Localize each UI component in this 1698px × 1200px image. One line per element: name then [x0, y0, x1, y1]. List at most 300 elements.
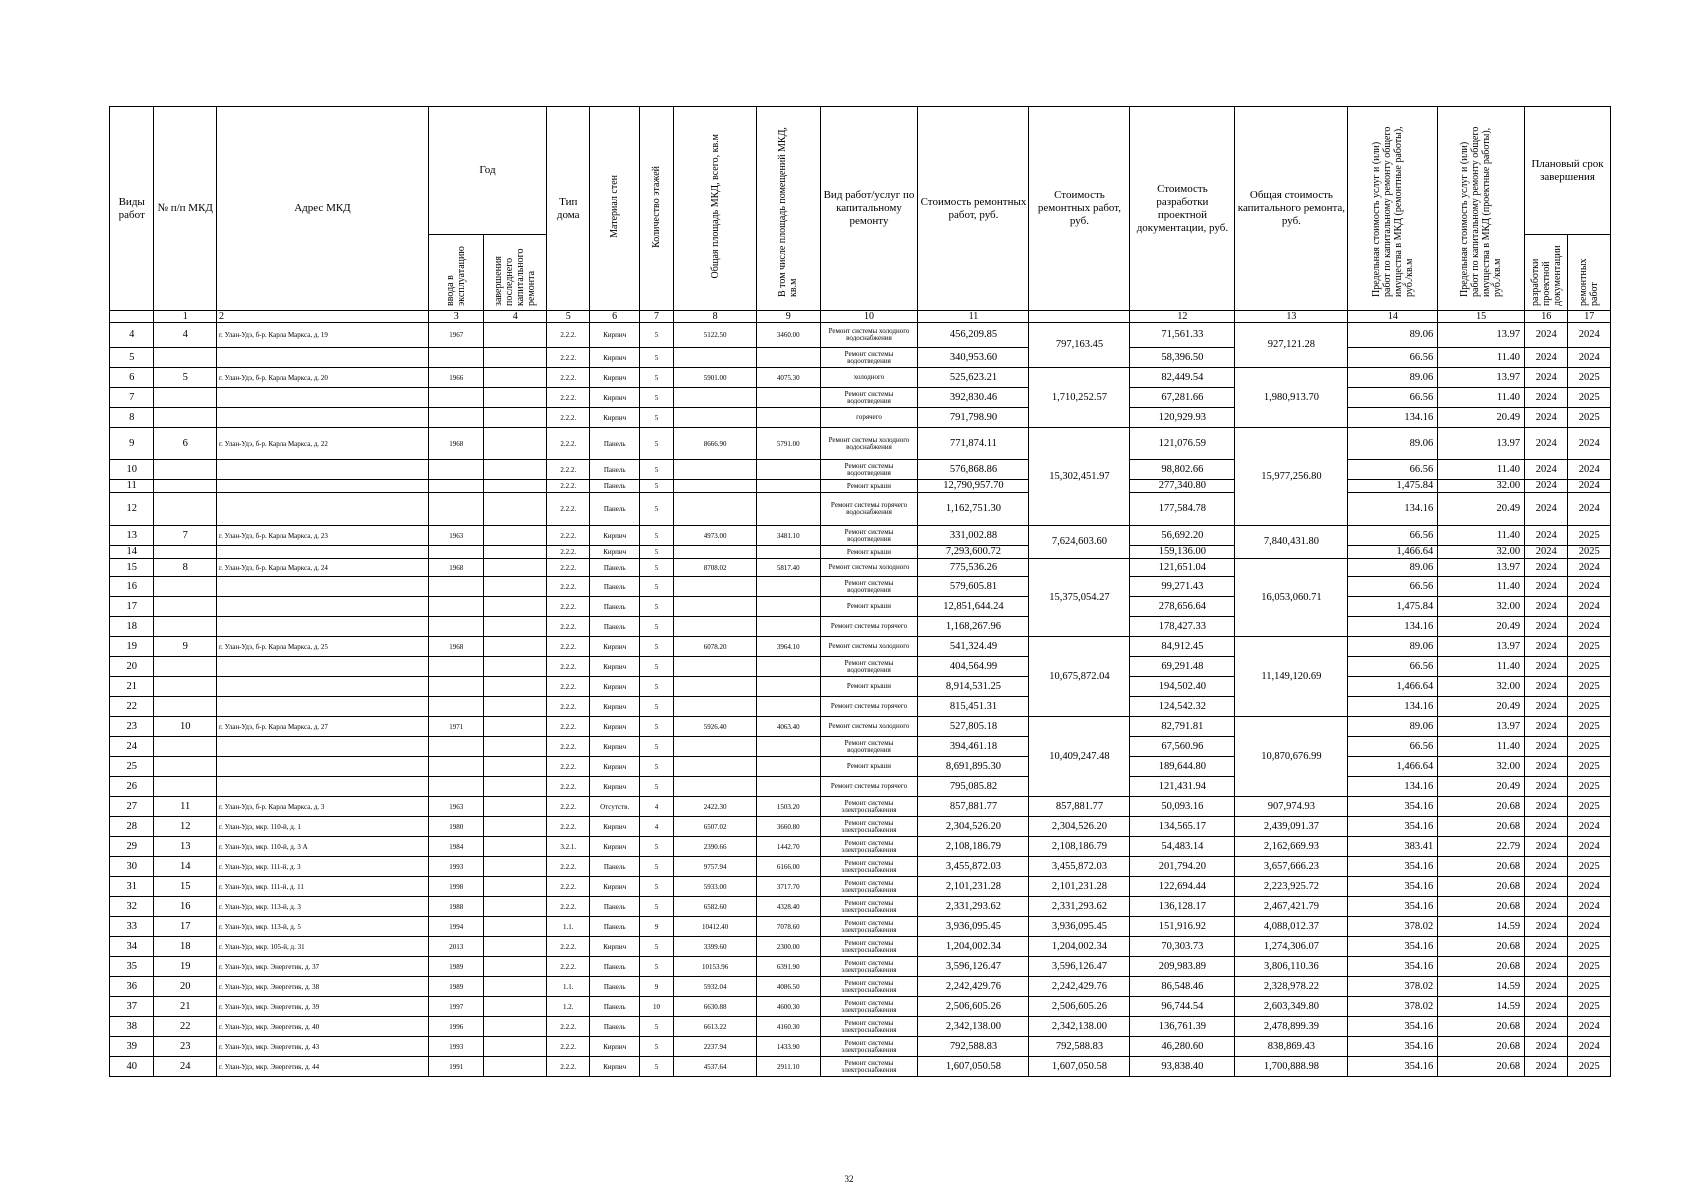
cell-address: г. Улан-Удэ, мкр. 105-й, д. 31 — [216, 937, 428, 957]
cell-area-premises — [756, 388, 820, 408]
cell-house-type: 2.2.2. — [547, 817, 590, 837]
cell-year-commission: 1967 — [428, 323, 484, 348]
cell-area-premises: 4075.30 — [756, 368, 820, 388]
cell-house-type: 2.2.2. — [547, 857, 590, 877]
column-number-cell: 11 — [918, 311, 1029, 323]
cell-limit-design: 11.40 — [1438, 388, 1525, 408]
cell-repair-cost: 775,536.26 — [918, 559, 1029, 577]
cell-year-commission — [428, 657, 484, 677]
cell-wall-material: Панель — [590, 957, 639, 977]
cell-year-commission — [428, 777, 484, 797]
cell-address: г. Улан-Удэ, мкр. 113-й, д. 3 — [216, 897, 428, 917]
column-number-cell: 7 — [639, 311, 673, 323]
cell-design-cost: 178,427.33 — [1130, 617, 1235, 637]
cell-area-premises — [756, 493, 820, 526]
cell-vid: 19 — [110, 637, 154, 657]
table-row — [110, 757, 1611, 777]
header-srok: Плановый срок завершения — [1525, 107, 1611, 235]
cell-vid: 28 — [110, 817, 154, 837]
cell-wall-material: Кирпич — [590, 717, 639, 737]
cell-wall-material: Кирпич — [590, 408, 639, 428]
cell-work-type: Ремонт системы холодного — [820, 559, 918, 577]
cell-np: 5 — [154, 368, 217, 388]
cell-house-type: 2.2.2. — [547, 428, 590, 460]
cell-total-cost: 2,439,091.37 — [1235, 817, 1348, 837]
cell-year-last-repair — [484, 617, 547, 637]
cell-address — [216, 617, 428, 637]
cell-year-commission: 1984 — [428, 837, 484, 857]
cell-work-type: Ремонт системы горячего — [820, 697, 918, 717]
table-row — [110, 428, 1611, 460]
cell-address: г. Улан-Удэ, б-р. Карла Маркса, д. 22 — [216, 428, 428, 460]
cell-repair-cost: 576,868.86 — [918, 460, 1029, 480]
cell-total-area: 4973.00 — [674, 526, 757, 546]
cell-vid: 31 — [110, 877, 154, 897]
cell-address: г. Улан-Удэ, мкр. 111-й, д. 3 — [216, 857, 428, 877]
cell-np: 15 — [154, 877, 217, 897]
table-row — [110, 368, 1611, 388]
cell-term-design: 2024 — [1525, 857, 1568, 877]
cell-total-area — [674, 697, 757, 717]
cell-repair-cost: 1,607,050.58 — [918, 1057, 1029, 1077]
cell-term-repair: 2025 — [1568, 757, 1611, 777]
cell-limit-design: 20.49 — [1438, 697, 1525, 717]
header-god: Год — [428, 107, 546, 235]
cell-floors: 5 — [639, 897, 673, 917]
cell-house-type: 2.2.2. — [547, 717, 590, 737]
cell-term-repair: 2025 — [1568, 657, 1611, 677]
cell-area-premises — [756, 348, 820, 368]
cell-year-commission — [428, 408, 484, 428]
cell-floors: 9 — [639, 917, 673, 937]
cell-floors: 5 — [639, 526, 673, 546]
cell-total-area: 10412.40 — [674, 917, 757, 937]
cell-repair-cost: 456,209.85 — [918, 323, 1029, 348]
cell-house-type: 2.2.2. — [547, 657, 590, 677]
cell-limit-design: 20.68 — [1438, 957, 1525, 977]
cell-work-type: Ремонт системы электроснабжения — [820, 997, 918, 1017]
cell-address — [216, 577, 428, 597]
cell-total-area: 5932.04 — [674, 977, 757, 997]
cell-area-premises: 6391.90 — [756, 957, 820, 977]
cell-design-cost: 159,136.00 — [1130, 546, 1235, 559]
table-row — [110, 1057, 1611, 1077]
cell-total-cost: 7,840,431.80 — [1235, 526, 1348, 559]
capital-repair-table — [109, 106, 1611, 1077]
cell-wall-material: Панель — [590, 617, 639, 637]
cell-limit-repair: 1,475.84 — [1348, 480, 1438, 493]
cell-wall-material: Кирпич — [590, 637, 639, 657]
cell-vid: 5 — [110, 348, 154, 368]
header-cost-total: Стоимость ремонтных работ, руб. — [1029, 107, 1130, 311]
cell-repair-cost: 2,506,605.26 — [918, 997, 1029, 1017]
cell-total-cost: 1,700,888.98 — [1235, 1057, 1348, 1077]
cell-total-area — [674, 737, 757, 757]
table-row — [110, 597, 1611, 617]
cell-address: г. Улан-Удэ, мкр. Энергетик, д. 43 — [216, 1037, 428, 1057]
cell-repair-cost: 331,002.88 — [918, 526, 1029, 546]
cell-repair-cost-total: 2,242,429.76 — [1029, 977, 1130, 997]
cell-year-last-repair — [484, 428, 547, 460]
cell-limit-repair: 66.56 — [1348, 388, 1438, 408]
cell-address: г. Улан-Удэ, мкр. Энергетик, д. 37 — [216, 957, 428, 977]
cell-area-premises: 5791.00 — [756, 428, 820, 460]
cell-limit-repair: 89.06 — [1348, 368, 1438, 388]
cell-repair-cost: 2,304,526.20 — [918, 817, 1029, 837]
cell-vid: 10 — [110, 460, 154, 480]
cell-repair-cost: 8,914,531.25 — [918, 677, 1029, 697]
table-row — [110, 657, 1611, 677]
cell-address: г. Улан-Удэ, б-р. Карла Маркса, д. 20 — [216, 368, 428, 388]
cell-design-cost: 86,548.46 — [1130, 977, 1235, 997]
cell-limit-repair: 134.16 — [1348, 697, 1438, 717]
cell-year-commission: 1989 — [428, 977, 484, 997]
cell-repair-cost: 815,451.31 — [918, 697, 1029, 717]
cell-term-repair: 2024 — [1568, 348, 1611, 368]
cell-year-last-repair — [484, 817, 547, 837]
cell-year-commission — [428, 460, 484, 480]
cell-year-last-repair — [484, 559, 547, 577]
cell-total-cost: 838,869.43 — [1235, 1037, 1348, 1057]
cell-repair-cost: 541,324.49 — [918, 637, 1029, 657]
header-area-res — [756, 107, 820, 311]
cell-repair-cost: 12,851,644.24 — [918, 597, 1029, 617]
cell-term-design: 2024 — [1525, 597, 1568, 617]
cell-total-area: 2390.66 — [674, 837, 757, 857]
cell-area-premises: 2300.00 — [756, 937, 820, 957]
cell-total-area — [674, 388, 757, 408]
cell-total-cost: 2,223,925.72 — [1235, 877, 1348, 897]
cell-repair-cost-total: 15,375,054.27 — [1029, 559, 1130, 637]
cell-term-repair: 2025 — [1568, 997, 1611, 1017]
cell-year-commission — [428, 493, 484, 526]
cell-term-design: 2024 — [1525, 546, 1568, 559]
cell-vid: 9 — [110, 428, 154, 460]
cell-limit-repair: 354.16 — [1348, 817, 1438, 837]
cell-area-premises — [756, 697, 820, 717]
header-tip: Тип дома — [547, 107, 590, 311]
cell-wall-material: Кирпич — [590, 697, 639, 717]
table-row — [110, 323, 1611, 348]
cell-repair-cost-total: 797,163.45 — [1029, 323, 1130, 368]
cell-repair-cost: 3,936,095.45 — [918, 917, 1029, 937]
cell-address: г. Улан-Удэ, б-р. Карла Маркса, д. 25 — [216, 637, 428, 657]
cell-repair-cost-total: 1,710,252.57 — [1029, 368, 1130, 428]
cell-repair-cost-total: 2,342,138.00 — [1029, 1017, 1130, 1037]
cell-np: 20 — [154, 977, 217, 997]
cell-year-last-repair — [484, 897, 547, 917]
cell-limit-repair: 1,466.64 — [1348, 757, 1438, 777]
cell-term-design: 2024 — [1525, 997, 1568, 1017]
cell-total-cost: 10,870,676.99 — [1235, 717, 1348, 797]
cell-total-area — [674, 777, 757, 797]
document-table-container — [109, 106, 1611, 1077]
table-row — [110, 937, 1611, 957]
cell-area-premises: 1503.20 — [756, 797, 820, 817]
cell-year-last-repair — [484, 677, 547, 697]
cell-limit-repair: 354.16 — [1348, 1057, 1438, 1077]
cell-repair-cost-total: 2,304,526.20 — [1029, 817, 1130, 837]
column-number-cell: 8 — [674, 311, 757, 323]
cell-house-type: 2.2.2. — [547, 460, 590, 480]
cell-repair-cost: 404,564.99 — [918, 657, 1029, 677]
cell-house-type: 2.2.2. — [547, 1017, 590, 1037]
cell-term-design: 2024 — [1525, 817, 1568, 837]
cell-year-commission — [428, 697, 484, 717]
cell-np — [154, 493, 217, 526]
cell-vid: 14 — [110, 546, 154, 559]
cell-limit-design: 20.49 — [1438, 493, 1525, 526]
header-vid-rabot: Вид работ/услуг по капитальному ремонту — [820, 107, 918, 311]
column-number-cell: 3 — [428, 311, 484, 323]
table-row — [110, 480, 1611, 493]
cell-term-repair: 2024 — [1568, 577, 1611, 597]
cell-design-cost: 136,761.39 — [1130, 1017, 1235, 1037]
cell-vid: 25 — [110, 757, 154, 777]
cell-vid: 36 — [110, 977, 154, 997]
cell-work-type: Ремонт системы электроснабжения — [820, 1017, 918, 1037]
cell-total-area: 2237.94 — [674, 1037, 757, 1057]
cell-work-type: Ремонт крыши — [820, 480, 918, 493]
cell-vid: 13 — [110, 526, 154, 546]
cell-work-type: Ремонт системы электроснабжения — [820, 877, 918, 897]
cell-wall-material: Панель — [590, 857, 639, 877]
cell-year-commission — [428, 617, 484, 637]
header-area-res-text: В том числе площадь помещений МКД, кв.м — [777, 126, 800, 297]
cell-limit-repair: 383.41 — [1348, 837, 1438, 857]
cell-design-cost: 56,692.20 — [1130, 526, 1235, 546]
cell-floors: 5 — [639, 757, 673, 777]
column-number-cell: 12 — [1130, 311, 1235, 323]
cell-np — [154, 697, 217, 717]
table-row — [110, 697, 1611, 717]
cell-design-cost: 277,340.80 — [1130, 480, 1235, 493]
cell-wall-material: Панель — [590, 997, 639, 1017]
table-row — [110, 737, 1611, 757]
cell-limit-design: 20.49 — [1438, 408, 1525, 428]
cell-total-cost: 16,053,060.71 — [1235, 559, 1348, 637]
cell-vid: 17 — [110, 597, 154, 617]
cell-np: 11 — [154, 797, 217, 817]
header-floors-text: Количество этажей — [651, 165, 663, 248]
cell-house-type: 2.2.2. — [547, 797, 590, 817]
cell-vid: 33 — [110, 917, 154, 937]
header-floors — [639, 107, 673, 311]
cell-term-repair: 2024 — [1568, 837, 1611, 857]
cell-wall-material: Кирпич — [590, 877, 639, 897]
cell-design-cost: 84,912.45 — [1130, 637, 1235, 657]
cell-repair-cost-total: 3,936,095.45 — [1029, 917, 1130, 937]
cell-house-type: 2.2.2. — [547, 559, 590, 577]
cell-repair-cost: 857,881.77 — [918, 797, 1029, 817]
cell-work-type: Ремонт системы электроснабжения — [820, 957, 918, 977]
cell-year-last-repair — [484, 717, 547, 737]
cell-total-cost: 927,121.28 — [1235, 323, 1348, 368]
cell-vid: 38 — [110, 1017, 154, 1037]
cell-design-cost: 189,644.80 — [1130, 757, 1235, 777]
cell-wall-material: Кирпич — [590, 757, 639, 777]
cell-year-commission — [428, 480, 484, 493]
cell-np — [154, 777, 217, 797]
cell-address: г. Улан-Удэ, б-р. Карла Маркса, д. 19 — [216, 323, 428, 348]
cell-term-design: 2024 — [1525, 937, 1568, 957]
cell-floors: 5 — [639, 460, 673, 480]
cell-np — [154, 737, 217, 757]
cell-design-cost: 121,651.04 — [1130, 559, 1235, 577]
header-vidy: Виды работ — [110, 107, 154, 311]
cell-term-repair: 2025 — [1568, 777, 1611, 797]
cell-work-type: Ремонт системы электроснабжения — [820, 1057, 918, 1077]
cell-year-commission — [428, 546, 484, 559]
cell-design-cost: 121,431.94 — [1130, 777, 1235, 797]
cell-repair-cost-total: 857,881.77 — [1029, 797, 1130, 817]
cell-limit-design: 13.97 — [1438, 368, 1525, 388]
cell-vid: 40 — [110, 1057, 154, 1077]
cell-address: г. Улан-Удэ, мкр. Энергетик, д. 44 — [216, 1057, 428, 1077]
cell-np: 7 — [154, 526, 217, 546]
cell-term-repair: 2024 — [1568, 597, 1611, 617]
cell-year-last-repair — [484, 388, 547, 408]
cell-repair-cost: 392,830.46 — [918, 388, 1029, 408]
cell-term-repair: 2024 — [1568, 323, 1611, 348]
cell-limit-design: 13.97 — [1438, 637, 1525, 657]
cell-term-repair: 2025 — [1568, 697, 1611, 717]
cell-floors: 5 — [639, 323, 673, 348]
cell-limit-repair: 354.16 — [1348, 877, 1438, 897]
table-row — [110, 797, 1611, 817]
cell-design-cost: 93,838.40 — [1130, 1057, 1235, 1077]
cell-floors: 5 — [639, 857, 673, 877]
cell-floors: 5 — [639, 1017, 673, 1037]
cell-year-last-repair — [484, 480, 547, 493]
cell-np: 10 — [154, 717, 217, 737]
cell-floors: 5 — [639, 493, 673, 526]
cell-address — [216, 777, 428, 797]
cell-limit-repair: 134.16 — [1348, 493, 1438, 526]
header-area-text: Общая площадь МКД, всего, кв.м — [709, 134, 721, 279]
cell-year-commission: 1988 — [428, 897, 484, 917]
cell-year-commission — [428, 597, 484, 617]
cell-work-type: Ремонт системы холодного водоснабжения — [820, 323, 918, 348]
cell-design-cost: 58,396.50 — [1130, 348, 1235, 368]
table-row — [110, 526, 1611, 546]
cell-floors: 4 — [639, 817, 673, 837]
cell-total-cost: 2,467,421.79 — [1235, 897, 1348, 917]
table-row — [110, 917, 1611, 937]
table-row — [110, 1017, 1611, 1037]
cell-house-type: 2.2.2. — [547, 957, 590, 977]
cell-design-cost: 96,744.54 — [1130, 997, 1235, 1017]
cell-vid: 15 — [110, 559, 154, 577]
cell-np — [154, 677, 217, 697]
cell-repair-cost: 579,605.81 — [918, 577, 1029, 597]
cell-limit-design: 11.40 — [1438, 526, 1525, 546]
cell-total-area: 2422.30 — [674, 797, 757, 817]
cell-year-commission: 2013 — [428, 937, 484, 957]
column-number-cell: 2 — [216, 311, 428, 323]
cell-vid: 32 — [110, 897, 154, 917]
cell-area-premises — [756, 408, 820, 428]
cell-work-type: холодного — [820, 368, 918, 388]
cell-design-cost: 82,791.81 — [1130, 717, 1235, 737]
cell-limit-design: 20.68 — [1438, 857, 1525, 877]
cell-design-cost: 136,128.17 — [1130, 897, 1235, 917]
cell-total-area: 10153.96 — [674, 957, 757, 977]
cell-design-cost: 71,561.33 — [1130, 323, 1235, 348]
cell-house-type: 1.2. — [547, 997, 590, 1017]
table-row — [110, 493, 1611, 526]
cell-total-area: 6582.60 — [674, 897, 757, 917]
cell-total-cost: 1,980,913.70 — [1235, 368, 1348, 428]
cell-repair-cost-total: 2,108,186.79 — [1029, 837, 1130, 857]
cell-repair-cost: 394,461.18 — [918, 737, 1029, 757]
cell-limit-design: 11.40 — [1438, 577, 1525, 597]
cell-wall-material: Панель — [590, 480, 639, 493]
cell-np: 23 — [154, 1037, 217, 1057]
cell-area-premises: 6166.00 — [756, 857, 820, 877]
cell-repair-cost: 3,596,126.47 — [918, 957, 1029, 977]
cell-area-premises: 3660.80 — [756, 817, 820, 837]
cell-work-type: Ремонт системы холодного водоснабжения — [820, 428, 918, 460]
cell-total-area: 8666.90 — [674, 428, 757, 460]
cell-floors: 5 — [639, 877, 673, 897]
cell-term-design: 2024 — [1525, 1037, 1568, 1057]
cell-area-premises — [756, 546, 820, 559]
cell-limit-repair: 66.56 — [1348, 460, 1438, 480]
cell-year-last-repair — [484, 493, 547, 526]
cell-term-repair: 2025 — [1568, 1057, 1611, 1077]
cell-repair-cost: 1,168,267.96 — [918, 617, 1029, 637]
cell-year-last-repair — [484, 597, 547, 617]
cell-np: 14 — [154, 857, 217, 877]
cell-limit-repair: 354.16 — [1348, 897, 1438, 917]
cell-total-cost: 15,977,256.80 — [1235, 428, 1348, 526]
cell-np — [154, 597, 217, 617]
cell-wall-material: Отсутств. — [590, 797, 639, 817]
cell-area-premises — [756, 460, 820, 480]
cell-limit-repair: 89.06 — [1348, 428, 1438, 460]
cell-np: 19 — [154, 957, 217, 977]
cell-year-commission — [428, 677, 484, 697]
cell-repair-cost: 12,790,957.70 — [918, 480, 1029, 493]
cell-year-commission: 1968 — [428, 428, 484, 460]
cell-repair-cost: 1,162,751.30 — [918, 493, 1029, 526]
cell-address — [216, 697, 428, 717]
cell-limit-repair: 354.16 — [1348, 957, 1438, 977]
cell-total-cost: 1,274,306.07 — [1235, 937, 1348, 957]
cell-total-area: 6630.88 — [674, 997, 757, 1017]
table-row — [110, 348, 1611, 368]
cell-total-area: 6507.02 — [674, 817, 757, 837]
cell-term-repair: 2025 — [1568, 526, 1611, 546]
cell-work-type: Ремонт системы водоотведения — [820, 657, 918, 677]
cell-total-area — [674, 617, 757, 637]
cell-floors: 5 — [639, 937, 673, 957]
cell-work-type: Ремонт системы водоотведения — [820, 737, 918, 757]
cell-repair-cost: 525,623.21 — [918, 368, 1029, 388]
cell-year-commission — [428, 757, 484, 777]
cell-house-type: 2.2.2. — [547, 677, 590, 697]
cell-limit-repair: 1,475.84 — [1348, 597, 1438, 617]
cell-term-repair: 2025 — [1568, 737, 1611, 757]
cell-floors: 5 — [639, 480, 673, 493]
cell-repair-cost: 8,691,895.30 — [918, 757, 1029, 777]
cell-limit-repair: 1,466.64 — [1348, 677, 1438, 697]
cell-year-last-repair — [484, 657, 547, 677]
cell-wall-material: Кирпич — [590, 737, 639, 757]
cell-total-cost: 2,478,899.39 — [1235, 1017, 1348, 1037]
cell-repair-cost-total: 3,596,126.47 — [1029, 957, 1130, 977]
